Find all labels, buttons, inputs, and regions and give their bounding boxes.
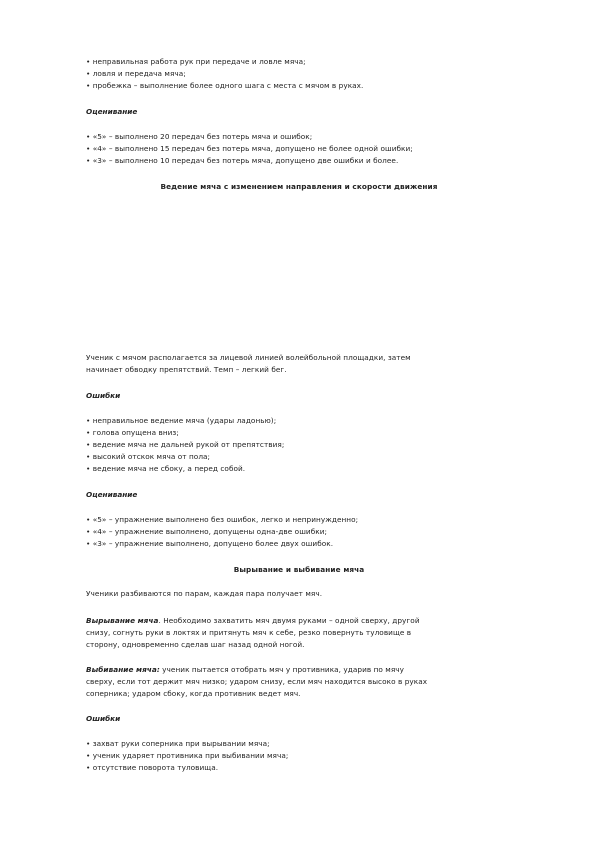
paragraph-line: Ученик с мячом располагается за лицевой линией волейбольной площадки, затем [86, 353, 411, 362]
errors-heading: Ошибки [86, 391, 121, 400]
grading-heading: Оценивание [86, 490, 138, 499]
list-item: • голова опущена вниз; [86, 428, 179, 437]
paragraph-line: снизу, согнуть руки в локтях и притянуть мяч к себе, резко повернуть туловище в [86, 628, 412, 637]
list-item: • пробежка – выполнение более одного шага с места с мячом в руках. [86, 81, 364, 90]
section-title: Ведение мяча с изменением направления и скорости движения [160, 182, 438, 191]
paragraph-line: Ученики разбиваются по парам, каждая пара получает мяч. [86, 589, 323, 598]
list-item: • отсутствие поворота туловища. [86, 763, 219, 772]
paragraph-line [86, 665, 566, 675]
paragraph-line: начинает обводку препятствий. Темп – легкий бег. [86, 365, 287, 374]
list-item: • захват руки соперника при вырывании мяча; [86, 739, 270, 748]
errors-heading: Ошибки [86, 714, 121, 723]
paragraph-line: соперника; ударом сбоку, когда противник ведет мяч. [86, 689, 301, 698]
list-item: • ловля и передача мяча; [86, 69, 186, 78]
paragraph-line [86, 616, 566, 626]
term-label: Вырывание мяча [86, 616, 159, 625]
grading-heading: Оценивание [86, 107, 138, 116]
figure-placeholder [86, 200, 512, 345]
list-item: • «4» – выполнено 15 передач без потерь мяча, допущено не более одной ошибки; [86, 144, 413, 153]
paragraph-text: ученик пытается отобрать мяч у противника, ударив по мячу [159, 665, 405, 674]
paragraph-text: . Необходимо захватить мяч двумя руками – одной сверху, другой [158, 616, 420, 625]
list-item: • «3» – выполнено 10 передач без потерь мяча, допущено две ошибки и более. [86, 156, 399, 165]
list-item: • «5» – выполнено 20 передач без потерь мяча и ошибок; [86, 132, 313, 141]
list-item: • «5» – упражнение выполнено без ошибок, легко и непринужденно; [86, 515, 359, 524]
paragraph-line: сверху, если тот держит мяч низко; ударом снизу, если мяч находится высоко в руках [86, 677, 428, 686]
list-item: • неправильная работа рук при передаче и ловле мяча; [86, 57, 306, 66]
list-item: • ведение мяча не сбоку, а перед собой. [86, 464, 246, 473]
list-item: • «4» – упражнение выполнено, допущены одна-две ошибки; [86, 527, 328, 536]
list-item: • «3» – упражнение выполнено, допущено более двух ошибок. [86, 539, 334, 548]
paragraph-line: сторону, одновременно сделав шаг назад одной ногой. [86, 640, 305, 649]
list-item: • высокий отскок мяча от пола; [86, 452, 211, 461]
list-item: • неправильное ведение мяча (удары ладонью); [86, 416, 277, 425]
section-title: Вырывание и выбивание мяча [233, 565, 365, 574]
list-item: • ученик ударяет противника при выбивании мяча; [86, 751, 289, 760]
term-label: Выбивание мяча: [86, 665, 160, 674]
list-item: • ведение мяча не дальней рукой от препятствия; [86, 440, 285, 449]
